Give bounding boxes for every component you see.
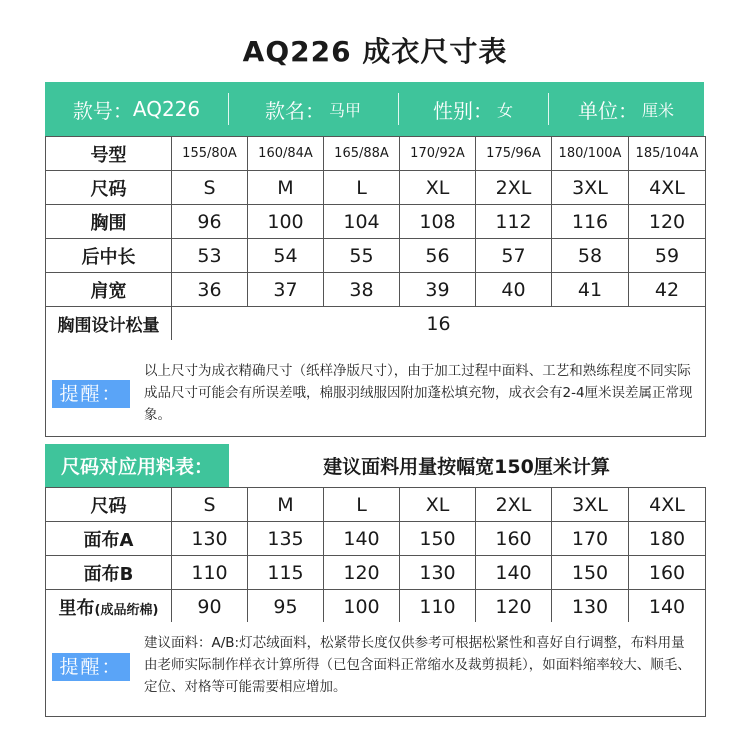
fabric-cell: 160 [476,522,552,556]
size-cell: L [324,171,400,205]
note-box-1 [45,340,706,437]
size-cell: 170/92A [400,137,476,171]
fabric-section-title: 尺码对应用料表： [45,444,229,487]
fabric-section-subtitle: 建议面料用量按幅宽150厘米计算 [323,456,610,478]
tip-badge-2: 提醒： [52,653,130,681]
size-row [46,273,706,307]
size-cell: 2XL [476,171,552,205]
unit-cell [548,82,704,136]
fabric-row [46,488,706,522]
fabric-cell: 4XL [629,488,706,522]
style-number-cell [45,82,228,136]
size-row-label: 尺码 [46,171,172,205]
size-row [46,137,706,171]
note-box-2 [45,622,706,717]
lining-cell: 140 [629,590,706,624]
size-cell: 37 [248,273,324,307]
size-row [46,171,706,205]
size-cell: 41 [552,273,629,307]
lining-row [46,590,706,624]
size-cell: M [248,171,324,205]
fabric-cell: 170 [552,522,629,556]
size-cell: S [172,171,248,205]
unit-label: 单位： [577,98,638,123]
lining-label-sub: (成品绗棉) [94,602,159,618]
fabric-cell: 150 [400,522,476,556]
gender-cell [398,82,548,136]
fabric-cell: 150 [552,556,629,590]
lining-cell: 120 [476,590,552,624]
fabric-cell: 2XL [476,488,552,522]
size-cell: 104 [324,205,400,239]
info-header [45,82,704,136]
fabric-cell: 3XL [552,488,629,522]
fabric-cell: M [248,488,324,522]
gender-value: 女 [496,100,513,120]
lining-label [46,590,172,624]
size-cell: 57 [476,239,552,273]
fabric-cell: 140 [476,556,552,590]
size-cell: 100 [248,205,324,239]
tip-badge-1: 提醒： [52,380,130,408]
size-cell: 3XL [552,171,629,205]
fabric-row-label: 面布B [46,556,172,590]
fabric-cell: 110 [172,556,248,590]
fabric-cell: S [172,488,248,522]
lining-cell: 95 [248,590,324,624]
lining-label-main: 里布 [58,597,95,619]
style-name-cell [228,82,398,136]
size-cell: 120 [629,205,706,239]
note-text-2: 建议面料：A/B:灯芯绒面料，松紧带长度仅供参考可根据松紧性和喜好自行调整，布料用量由老师实际制作样衣计算所得（已包含面料正常缩水及裁剪损耗），如面料缩率较大、顺毛、定位、对格等可能需要相应增加。 [144,635,691,695]
size-row-label: 胸围 [46,205,172,239]
fabric-usage-table [45,487,706,624]
size-row-label: 肩宽 [46,273,172,307]
fabric-row [46,556,706,590]
fabric-cell: 120 [324,556,400,590]
gender-label: 性别： [432,98,493,123]
size-cell: 42 [629,273,706,307]
ease-row [46,307,706,341]
size-cell: 112 [476,205,552,239]
size-cell: 58 [552,239,629,273]
size-cell: 155/80A [172,137,248,171]
size-cell: 38 [324,273,400,307]
lining-cell: 90 [172,590,248,624]
size-chart-table [45,136,706,341]
size-cell: XL [400,171,476,205]
size-cell: 56 [400,239,476,273]
size-cell: 175/96A [476,137,552,171]
fabric-cell: 160 [629,556,706,590]
fabric-cell: 115 [248,556,324,590]
fabric-row [46,522,706,556]
style-number-label: 款号： [72,98,133,123]
size-cell: 180/100A [552,137,629,171]
fabric-row-label: 尺码 [46,488,172,522]
size-cell: 165/88A [324,137,400,171]
size-cell: 160/84A [248,137,324,171]
size-row [46,205,706,239]
fabric-cell: 140 [324,522,400,556]
fabric-cell: XL [400,488,476,522]
size-cell: 185/104A [629,137,706,171]
fabric-row-label: 面布A [46,522,172,556]
fabric-cell: 130 [400,556,476,590]
fabric-section-header [45,444,704,487]
unit-value: 厘米 [641,100,674,120]
size-row [46,239,706,273]
lining-cell: 110 [400,590,476,624]
size-cell: 108 [400,205,476,239]
size-cell: 39 [400,273,476,307]
fabric-cell: 135 [248,522,324,556]
fabric-cell: 180 [629,522,706,556]
size-cell: 36 [172,273,248,307]
lining-cell: 100 [324,590,400,624]
size-cell: 4XL [629,171,706,205]
size-row-label: 号型 [46,137,172,171]
style-name-label: 款名： [264,98,325,123]
style-name-value: 马甲 [328,100,361,120]
note-text-1: 以上尺寸为成衣精确尺寸（纸样净版尺寸），由于加工过程中面料、工艺和熟练程度不同实际成品尺寸可能会有所误差哦，棉服羽绒服因附加蓬松填充物，成衣会有2-4厘米误差属正常现象。 [144,363,693,423]
size-cell: 55 [324,239,400,273]
size-cell: 54 [248,239,324,273]
size-cell: 40 [476,273,552,307]
lining-cell: 130 [552,590,629,624]
fabric-cell: L [324,488,400,522]
style-number-value: AQ226 [132,97,201,121]
page-title: AQ226 成衣尺寸表 [242,35,508,68]
ease-label: 胸围设计松量 [46,307,172,341]
size-cell: 53 [172,239,248,273]
size-cell: 116 [552,205,629,239]
size-row-label: 后中长 [46,239,172,273]
fabric-cell: 130 [172,522,248,556]
size-cell: 96 [172,205,248,239]
size-cell: 59 [629,239,706,273]
ease-value: 16 [172,307,706,341]
